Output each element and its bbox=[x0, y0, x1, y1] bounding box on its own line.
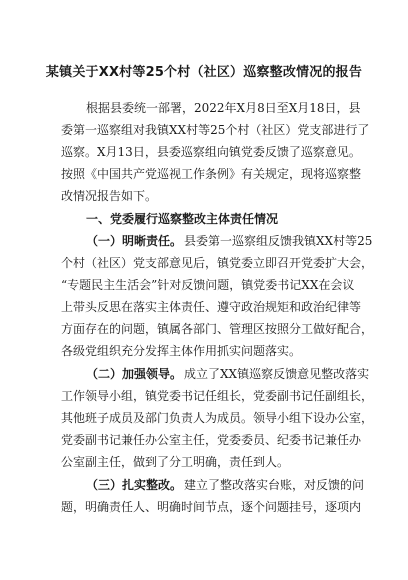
paragraph-text: 方面存在的问题，镇属各部门、管理区按照分工做好配合， bbox=[61, 322, 374, 336]
paragraph-text: 巡察。X月13日，县委巡察组向镇党委反馈了巡察意见。 bbox=[61, 145, 361, 159]
paragraph-line bbox=[0, 231, 408, 251]
section-heading: 一、党委履行巡察整改主体责任情况 bbox=[86, 212, 279, 226]
paragraph-line bbox=[0, 142, 408, 162]
paragraph-line bbox=[0, 386, 408, 406]
paragraph-line bbox=[0, 120, 408, 140]
paragraph-text: 根据县委统一部署，2022年X月8日至X月18日，县 bbox=[86, 101, 361, 115]
paragraph-text: 题，明确责任人、明确时间节点，逐个问题挂号，逐项内 bbox=[61, 500, 362, 514]
paragraph-line bbox=[0, 186, 408, 206]
subsection-label: （三）扎实整改。 bbox=[86, 478, 183, 492]
paragraph-text: 其他班子成员及部门负责人为成员。领导小组下设办公室， bbox=[61, 411, 374, 425]
paragraph-text: 公室副主任，做到了分工明确，责任到人。 bbox=[61, 455, 290, 469]
paragraph-text: 工作领导小组，镇党委书记任组长，党委副书记任副组长， bbox=[61, 389, 374, 403]
paragraph-text: 党委副书记兼任办公室主任，党委委员、纪委书记兼任办 bbox=[61, 433, 362, 447]
paragraph-text: 按照《中国共产党巡视工作条例》有关规定，现将巡察整 bbox=[61, 167, 362, 181]
paragraph-line bbox=[0, 475, 408, 495]
paragraph-text: 各级党组织充分发挥主体作用抓实问题落实。 bbox=[61, 344, 302, 358]
paragraph-text: 改情况报告如下。 bbox=[61, 189, 158, 203]
section-heading-line bbox=[0, 209, 408, 229]
paragraph-line bbox=[0, 341, 408, 361]
paragraph-text: 个村（社区）党支部意见后，镇党委立即召开党委扩大会， bbox=[61, 256, 374, 270]
paragraph-line bbox=[0, 452, 408, 472]
paragraph-line bbox=[0, 253, 408, 273]
paragraph-text: “专题民主生活会”针对反馈问题，镇党委书记XX在会议 bbox=[61, 278, 355, 292]
paragraph-text: 县委第一巡察组反馈我镇XX村等25 bbox=[184, 234, 373, 248]
paragraph-line bbox=[0, 430, 408, 450]
paragraph-line bbox=[0, 164, 408, 184]
document-title: 某镇关于XX村等25个村（社区）巡察整改情况的报告 bbox=[45, 65, 363, 80]
paragraph-text: 成立了XX镇巡察反馈意见整改落实 bbox=[184, 367, 370, 381]
paragraph-line bbox=[0, 98, 408, 118]
paragraph-text: 上带头反思在落实主体责任、遵守政治规矩和政治纪律等 bbox=[61, 300, 362, 314]
paragraph-line bbox=[0, 275, 408, 295]
subsection-label: （一）明晰责任。 bbox=[86, 234, 183, 248]
subsection-label: （二）加强领导。 bbox=[86, 367, 183, 381]
paragraph-line bbox=[0, 364, 408, 384]
paragraph-text: 建立了整改落实台账，对反馈的问 bbox=[184, 478, 365, 492]
paragraph-text: 委第一巡察组对我镇XX村等25个村（社区）党支部进行了 bbox=[61, 123, 370, 137]
paragraph-line bbox=[0, 408, 408, 428]
paragraph-line bbox=[0, 497, 408, 517]
paragraph-line bbox=[0, 319, 408, 339]
paragraph-line bbox=[0, 297, 408, 317]
